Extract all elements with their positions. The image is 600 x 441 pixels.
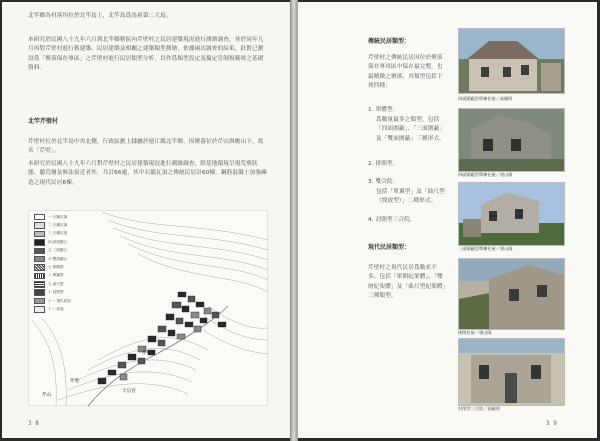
- legend-item: 四 四面圍合: [34, 238, 98, 246]
- photo-caption-3: 三面圍蔽型單棟住屋／建山隆: [458, 246, 513, 251]
- traditional-heading: 傳統民居類型：: [368, 38, 411, 45]
- map-label-building: 芹壁村: [142, 351, 156, 356]
- legend-item: 十 封閉型: [34, 289, 98, 297]
- photo-row-house: [458, 258, 565, 330]
- modern-heading: 現代民居類型：: [368, 244, 411, 251]
- page-number-right: 3 9: [546, 420, 557, 427]
- right-page: [298, 2, 597, 438]
- type-4-title: 4. 封閉型三合院。: [368, 217, 416, 223]
- photo-four-sided-house: [458, 28, 565, 94]
- type-3-body: 包括「單翼型」及「曲尺型（開放型）」二種形式。: [376, 189, 445, 205]
- intro-paragraph-1: 北竿鄉各村落均位於北竿島上，北竿島爲馬祖第二大島。: [28, 13, 172, 19]
- map-legend: [34, 213, 98, 314]
- type-2-title: 2. 排間型。: [368, 161, 399, 167]
- map-label-hill: 芹山: [42, 393, 52, 398]
- legend-item: 十二 其他: [34, 305, 98, 313]
- type-1-title: 1. 單體型：: [368, 107, 399, 113]
- modern-text: 芹壁村之現代民居爲數並不多，包括「單開紀架體」、「雙層紀架體」及「曲尺型紀架體」三種類型。: [368, 265, 446, 300]
- section-heading: 北竿芹壁村: [28, 118, 59, 125]
- legend-item: 十一 現代民居: [34, 297, 98, 305]
- photo-caption-2: 四面圍蔽型單棟住屋／建山隆: [458, 172, 513, 177]
- legend-item: 二 石牆瓦頂: [34, 221, 98, 229]
- map-label-temple: 天后宮: [122, 389, 136, 394]
- photo-three-sided-house: [458, 182, 565, 246]
- photo-caption-5: 封閉型三合院／高顯明: [458, 406, 500, 411]
- photo-caption-4: 排間住屋／建山隆: [458, 330, 492, 335]
- intro-paragraph-2: 本研究於民國八十九年六月到北竿鄉轄區內芹壁村之民居建築現況進行測繪調查，並於同年九月再對芹壁村進行舊建築、民居建築及相關之建築類型測繪，依據兩次調查的結果，針對已劃設爲「聚落保存專區」之芹壁村進行民居類型分析，以作爲類型設定及擬定管制規範時之基礎資料。: [28, 37, 264, 72]
- type-3-title: 3. 雙合院：: [368, 179, 399, 185]
- type-1-body: 爲數量最多之類型，包括「四面圍蔽」、「三面圍蔽」及「雙面圍蔽」三種形式。: [376, 117, 446, 142]
- left-page: [2, 2, 290, 438]
- traditional-intro: 芹壁村之傳統民居因位於聚落保存專用區中保存最完整，也最精緻之聚落，其類型包括下列四種：: [368, 55, 443, 90]
- photo-caption-1: 四面圍蔽型單棟住屋／高顯明: [458, 96, 513, 101]
- section-paragraph-2: 本研究於民國八十九年六月對芹壁村之民居建築現況進行測繪調查，除基地環境呈現荒蕪狀態、聽荒廢及無法接近者外，共計66處，其中石牆瓦頂之傳統民居計60棟，鋼筋混凝土加強磚造之現代民居6棟。: [28, 161, 267, 186]
- section-paragraph-1: 芹壁村位於北竿島中央北側，行政區劃上隸屬於連江縣北竿鄉。因聚落位於芹山與蟾山下，故名「芹壁」。: [28, 139, 264, 155]
- legend-item: 八 單翼型: [34, 272, 98, 280]
- legend-item: 九 曲尺型: [34, 280, 98, 288]
- legend-item: 五 三面圍合: [34, 247, 98, 255]
- photo-enclosed-courtyard: [458, 338, 565, 406]
- map-label-village: 芹壁: [70, 379, 80, 384]
- page-number-left: 3 8: [28, 420, 39, 427]
- legend-item: 一 石牆瓦頂: [34, 213, 98, 221]
- legend-item: 六 雙面圍合: [34, 255, 98, 263]
- legend-item: 三 石牆瓦頂: [34, 230, 98, 238]
- photo-stone-house-ruins: [458, 108, 565, 172]
- legend-item: 七 排間型: [34, 263, 98, 271]
- book-spine: [290, 0, 298, 441]
